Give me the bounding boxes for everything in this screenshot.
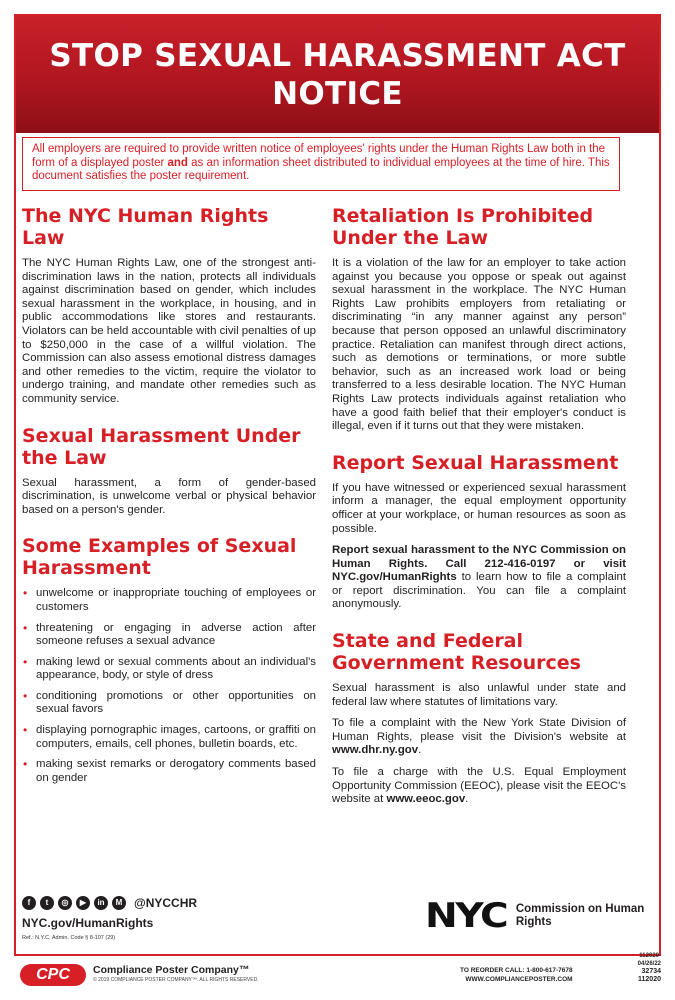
section-state-federal: [332, 630, 626, 807]
section-report: [332, 452, 626, 612]
eeoc-link[interactable]: www.eeoc.gov: [386, 793, 466, 806]
bullet-icon: •: [23, 688, 28, 703]
examples-list: [22, 587, 316, 785]
legal-reference: Ref.: N.Y.C. Admin. Code § 8-107 (29): [22, 935, 116, 941]
bullet-icon: •: [23, 586, 28, 601]
report-heading: Report Sexual Harassment: [332, 451, 619, 474]
bullet-icon: •: [23, 654, 28, 669]
dhr-link[interactable]: www.dhr.ny.gov: [332, 744, 419, 757]
right-column: [332, 205, 626, 825]
bullet-icon: •: [23, 723, 28, 738]
reorder-info: [460, 966, 573, 984]
nyc-law-heading: The NYC Human Rights Law: [22, 205, 269, 249]
notice-bold: and: [167, 156, 188, 169]
notice-text-before: All employers are required to provide written notice of employees' rights under the Human Rights Law both in the form of a displayed poster: [32, 143, 606, 169]
copyright: © 2019 COMPLIANCE POSTER COMPANY™. ALL RIGHTS RESERVED.: [93, 977, 259, 983]
list-item: • unwelcome or inappropriate touching of employees or customers: [23, 586, 316, 613]
left-column: [22, 205, 316, 803]
bullet-icon: •: [23, 757, 28, 772]
youtube-icon[interactable]: ▶: [76, 896, 90, 910]
list-item: • making lewd or sexual comments about an individual's appearance, body, or style of dress: [23, 654, 316, 682]
social-handle[interactable]: @NYCCHR: [134, 896, 198, 910]
bullet-icon: •: [23, 620, 28, 635]
retaliation-heading: Retaliation Is Prohibited Under the Law: [332, 205, 594, 249]
instagram-icon[interactable]: ◎: [58, 896, 72, 910]
section-nyc-law: [22, 205, 316, 407]
nyc-logo: NYC: [425, 896, 507, 936]
nyc-law-body: The NYC Human Rights Law, one of the strongest anti-discrimination laws in the nation, protects all individuals against discrimination based on gender, which includes sexual harassment in the workplace, in housing, and in public accommodations like stores and restaurants. Violators can be held accountable with civil penalties of up to $250,000 in the case of a willful violation. The Commission can also assess emotional distress damages and other remedies to the victim, require the violator to undergo training, and mandate other remedies such as community service.: [22, 257, 316, 405]
section-under-law: [22, 425, 316, 518]
section-examples: [22, 535, 316, 785]
cpc-logo: CPC: [20, 964, 86, 986]
report-contact: [332, 544, 626, 612]
retaliation-body: It is a violation of the law for an employer to take action against you because you oppose or speak out against sexual harassment in the workplace. The NYC Human Rights Law prohibits employers from retaliating or discriminating “in any manner against any person” because that person opposed an unlawful discriminatory practice. Retaliation can manifest through direct actions, such as demotions or terminations, or more subtle behavior, such as an increased work load or being transferred to a less desirable location. The NYC Human Rights Law protects individuals against retaliation who have a good faith belief that their employer's conduct is illegal, even if it turns out that they were mistaken.: [332, 257, 626, 433]
title-banner: [16, 16, 659, 133]
publisher-name: Compliance Poster Company™: [93, 964, 250, 976]
medium-icon[interactable]: M: [112, 896, 126, 910]
list-item: • making sexist remarks or derogatory comments based on gender: [23, 757, 316, 784]
state-p1: Sexual harassment is also unlawful under state and federal law where statutes of limitations vary.: [332, 682, 626, 708]
state-p2: To file a complaint with the New York State Division of Human Rights, please visit the Division's website at www.dhr.ny.gov.: [332, 717, 626, 757]
reorder-site[interactable]: WWW.COMPLIANCEPOSTER.COM: [465, 976, 573, 983]
nyc-commission-logo: [425, 896, 675, 936]
list-item: • threatening or engaging in adverse action after someone refuses a sexual advance: [23, 620, 316, 648]
notice-text-after: as an information sheet distributed to individual employees at the time of hire. This document satisfies the poster requirement.: [32, 156, 610, 182]
state-p3: To file a charge with the U.S. Equal Employment Opportunity Commission (EEOC), please visit the EEOC's website at www.eeoc.gov.: [332, 766, 626, 806]
section-retaliation: [332, 205, 626, 434]
report-contact-after: to learn how to file a complaint or report discrimination. You can file a complaint anonymously.: [332, 571, 626, 611]
linkedin-icon[interactable]: in: [94, 896, 108, 910]
poster-codes: 112020-04/26/22 32734 112020: [637, 953, 661, 983]
examples-heading: Some Examples of Sexual Harassment: [22, 535, 297, 580]
report-contact-bold: Report sexual harassment to the NYC Commission on Human Rights. Call 212-416-0197 or visit NYC.gov/HumanRights: [332, 544, 626, 584]
social-row: [22, 896, 197, 910]
notice-box: [22, 137, 620, 191]
under-law-body: Sexual harassment, a form of gender-based discrimination, is unwelcome verbal or physical behavior based on a person's gender.: [22, 476, 316, 516]
facebook-icon[interactable]: f: [22, 896, 36, 910]
page-title: STOP SEXUAL HARASSMENT ACT NOTICE: [49, 37, 626, 112]
report-body: If you have witnessed or experienced sexual harassment inform a manager, the equal employment opportunity officer at your workplace, or human resources as soon as possible.: [332, 481, 626, 535]
list-item: • displaying pornographic images, cartoons, or graffiti on computers, emails, cell phones, bulletin boards, etc.: [23, 723, 316, 750]
website-link[interactable]: NYC.gov/HumanRights: [22, 916, 154, 930]
commission-name: Commission on Human Rights: [515, 903, 645, 928]
publisher-footer: [14, 953, 661, 986]
reorder-phone: TO REORDER CALL: 1-800-617-7678: [460, 967, 573, 974]
state-heading: State and Federal Government Resources: [332, 630, 581, 675]
twitter-icon[interactable]: t: [40, 896, 54, 910]
under-law-heading: Sexual Harassment Under the Law: [22, 424, 301, 469]
list-item: • conditioning promotions or other opportunities on sexual favors: [23, 688, 316, 716]
